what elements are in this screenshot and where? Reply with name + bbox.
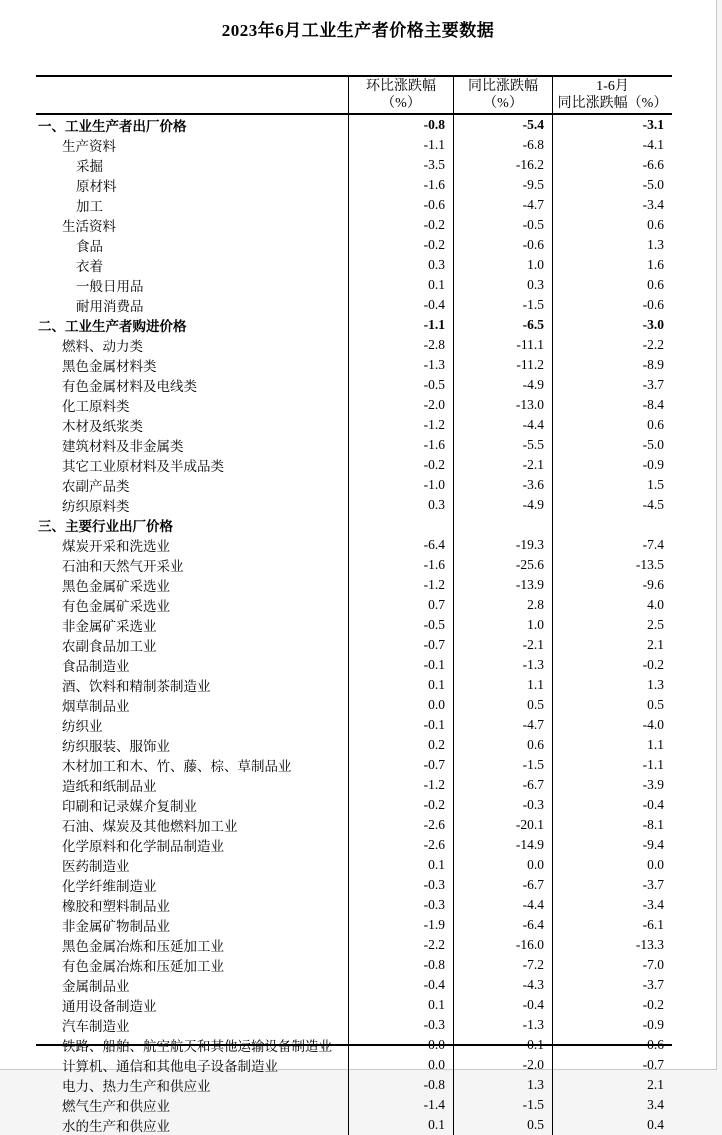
row-label: 造纸和纸制品业 — [62, 779, 157, 794]
yoy-value: -4.7 — [453, 195, 552, 215]
mom-value: -0.4 — [348, 295, 453, 315]
row-label: 黑色金属材料类 — [62, 359, 157, 374]
ytd-value: 0.5 — [552, 695, 672, 715]
table-row — [36, 1115, 672, 1135]
mom-value: -2.6 — [348, 835, 453, 855]
mom-value: 0.1 — [348, 995, 453, 1015]
table-row — [36, 475, 672, 495]
yoy-value: -0.5 — [453, 215, 552, 235]
mom-value: -1.6 — [348, 435, 453, 455]
yoy-value: -6.7 — [453, 775, 552, 795]
table-row — [36, 775, 672, 795]
mom-value: -1.2 — [348, 575, 453, 595]
yoy-value: -6.4 — [453, 915, 552, 935]
table-row — [36, 135, 672, 155]
row-label: 其它工业原材料及半成品类 — [62, 459, 224, 474]
row-label: 采掘 — [76, 159, 103, 174]
table-row — [36, 1055, 672, 1075]
yoy-value: -2.1 — [453, 635, 552, 655]
ytd-value: -6.6 — [552, 155, 672, 175]
mom-value: -0.8 — [348, 955, 453, 975]
row-label: 黑色金属矿采选业 — [62, 579, 170, 594]
ytd-value: -5.0 — [552, 435, 672, 455]
mom-value: -2.2 — [348, 935, 453, 955]
ytd-value: 3.4 — [552, 1095, 672, 1115]
row-label: 医药制造业 — [62, 859, 130, 874]
table-row — [36, 1035, 672, 1055]
yoy-value: -1.5 — [453, 295, 552, 315]
table-row — [36, 855, 672, 875]
row-label: 酒、饮料和精制茶制造业 — [62, 679, 211, 694]
table-row — [36, 115, 672, 135]
ytd-value: -4.1 — [552, 135, 672, 155]
table-row — [36, 695, 672, 715]
mom-value: -1.2 — [348, 415, 453, 435]
row-label: 石油、煤炭及其他燃料加工业 — [62, 819, 238, 834]
mom-value: -0.2 — [348, 235, 453, 255]
table-row — [36, 955, 672, 975]
yoy-value: -6.7 — [453, 875, 552, 895]
mom-value: -0.3 — [348, 1015, 453, 1035]
table-row — [36, 735, 672, 755]
ytd-value: -8.4 — [552, 395, 672, 415]
row-label: 非金属矿物制品业 — [62, 919, 170, 934]
mom-value: -0.4 — [348, 975, 453, 995]
yoy-value: 1.0 — [453, 255, 552, 275]
row-label: 加工 — [76, 199, 103, 214]
yoy-value: -0.6 — [453, 235, 552, 255]
yoy-value: -16.2 — [453, 155, 552, 175]
header-cell-yoy — [453, 77, 552, 113]
ytd-value: 0.0 — [552, 855, 672, 875]
table-row — [36, 935, 672, 955]
yoy-value: -14.9 — [453, 835, 552, 855]
mom-value: 0.0 — [348, 1055, 453, 1075]
table-row — [36, 595, 672, 615]
ytd-value: 1.3 — [552, 675, 672, 695]
ytd-value: -0.6 — [552, 295, 672, 315]
row-label: 生产资料 — [62, 139, 116, 154]
ytd-value: -3.0 — [552, 315, 672, 335]
mom-value: -2.0 — [348, 395, 453, 415]
row-label: 二、工业生产者购进价格 — [38, 319, 187, 334]
table-row — [36, 555, 672, 575]
row-label: 一、工业生产者出厂价格 — [38, 119, 187, 134]
mom-value: 0.2 — [348, 735, 453, 755]
table-row — [36, 975, 672, 995]
ytd-value: 0.6 — [552, 275, 672, 295]
row-label: 电力、热力生产和供应业 — [62, 1079, 211, 1094]
table-row — [36, 195, 672, 215]
ytd-value — [552, 515, 672, 535]
row-label: 铁路、船舶、航空航天和其他运输设备制造业 — [62, 1039, 332, 1054]
table-row — [36, 295, 672, 315]
row-label: 烟草制品业 — [62, 699, 130, 714]
ytd-value: 2.5 — [552, 615, 672, 635]
mom-value: -1.1 — [348, 315, 453, 335]
yoy-value: 2.8 — [453, 595, 552, 615]
row-label: 农副产品类 — [62, 479, 130, 494]
yoy-value: 0.3 — [453, 275, 552, 295]
table-row — [36, 335, 672, 355]
mom-value: -0.1 — [348, 715, 453, 735]
ytd-value: -0.2 — [552, 655, 672, 675]
row-label: 耐用消费品 — [76, 299, 144, 314]
row-label: 金属制品业 — [62, 979, 130, 994]
mom-value: -0.2 — [348, 215, 453, 235]
mom-value: -0.5 — [348, 615, 453, 635]
table-row — [36, 515, 672, 535]
mom-value: -0.6 — [348, 195, 453, 215]
row-label: 食品 — [76, 239, 103, 254]
row-label: 有色金属冶炼和压延加工业 — [62, 959, 224, 974]
table-row — [36, 175, 672, 195]
row-label: 纺织服装、服饰业 — [62, 739, 170, 754]
ytd-value: -0.2 — [552, 995, 672, 1015]
row-label: 一般日用品 — [76, 279, 144, 294]
yoy-value: -16.0 — [453, 935, 552, 955]
yoy-value: -2.0 — [453, 1055, 552, 1075]
header-cell-mom — [348, 77, 453, 113]
ytd-value: -7.0 — [552, 955, 672, 975]
header-cell-ytd — [552, 77, 672, 113]
mom-value: 0.1 — [348, 675, 453, 695]
mom-value: 0.7 — [348, 595, 453, 615]
yoy-value: -4.4 — [453, 415, 552, 435]
mom-value: 0.1 — [348, 275, 453, 295]
row-label: 木材加工和木、竹、藤、棕、草制品业 — [62, 759, 292, 774]
ytd-value: -5.0 — [552, 175, 672, 195]
row-label: 煤炭开采和洗选业 — [62, 539, 170, 554]
table-row — [36, 875, 672, 895]
table-row — [36, 635, 672, 655]
mom-value: -0.8 — [348, 115, 453, 135]
ytd-value: -2.2 — [552, 335, 672, 355]
yoy-value: 1.0 — [453, 615, 552, 635]
row-label: 燃气生产和供应业 — [62, 1099, 170, 1114]
mom-value: 0.1 — [348, 1115, 453, 1135]
mom-value: 0.0 — [348, 695, 453, 715]
yoy-value: 0.5 — [453, 1115, 552, 1135]
row-label: 橡胶和塑料制品业 — [62, 899, 170, 914]
header-mom-line1: 环比涨跌幅 — [366, 79, 436, 94]
ytd-value: 0.6 — [552, 415, 672, 435]
row-label: 原材料 — [76, 179, 117, 194]
yoy-value: -13.9 — [453, 575, 552, 595]
row-label: 食品制造业 — [62, 659, 130, 674]
yoy-value: -13.0 — [453, 395, 552, 415]
mom-value: -2.6 — [348, 815, 453, 835]
mom-value: -2.8 — [348, 335, 453, 355]
yoy-value: -4.4 — [453, 895, 552, 915]
ytd-value: -4.5 — [552, 495, 672, 515]
ytd-value: -3.4 — [552, 195, 672, 215]
yoy-value: -7.2 — [453, 955, 552, 975]
ytd-value: -0.7 — [552, 1055, 672, 1075]
ytd-value: 0.6 — [552, 1035, 672, 1055]
yoy-value: -4.9 — [453, 495, 552, 515]
mom-value: -0.1 — [348, 655, 453, 675]
row-label: 石油和天然气开采业 — [62, 559, 184, 574]
row-label: 非金属矿采选业 — [62, 619, 157, 634]
header-cell-empty — [36, 77, 348, 113]
row-label: 印刷和记录媒介复制业 — [62, 799, 197, 814]
ytd-value: -8.9 — [552, 355, 672, 375]
yoy-value: 0.5 — [453, 695, 552, 715]
header-ytd-line1: 1-6月 — [596, 79, 629, 94]
table-header-row — [36, 77, 672, 115]
ytd-value: 2.1 — [552, 1075, 672, 1095]
yoy-value: -1.5 — [453, 1095, 552, 1115]
table-body — [36, 115, 672, 1134]
yoy-value: -4.9 — [453, 375, 552, 395]
mom-value: -1.2 — [348, 775, 453, 795]
ytd-value: -3.9 — [552, 775, 672, 795]
yoy-value: -20.1 — [453, 815, 552, 835]
row-label: 建筑材料及非金属类 — [62, 439, 184, 454]
ytd-value: 1.5 — [552, 475, 672, 495]
ytd-value: -0.9 — [552, 455, 672, 475]
mom-value: -0.2 — [348, 795, 453, 815]
table-row — [36, 355, 672, 375]
yoy-value: -2.1 — [453, 455, 552, 475]
mom-value — [348, 515, 453, 535]
row-label: 生活资料 — [62, 219, 116, 234]
header-mom-line2: （%） — [381, 96, 421, 111]
row-label: 纺织原料类 — [62, 499, 130, 514]
yoy-value: -0.3 — [453, 795, 552, 815]
header-yoy-line1: 同比涨跌幅 — [468, 79, 538, 94]
table-row — [36, 715, 672, 735]
yoy-value: -6.8 — [453, 135, 552, 155]
yoy-value: 0.1 — [453, 1035, 552, 1055]
table-row — [36, 215, 672, 235]
ytd-value: -0.4 — [552, 795, 672, 815]
ytd-value: 1.3 — [552, 235, 672, 255]
ytd-value: -3.7 — [552, 375, 672, 395]
price-data-table — [36, 75, 672, 1134]
row-label: 计算机、通信和其他电子设备制造业 — [62, 1059, 278, 1074]
ytd-value: -13.5 — [552, 555, 672, 575]
ytd-value: 0.4 — [552, 1115, 672, 1135]
table-row — [36, 255, 672, 275]
table-row — [36, 575, 672, 595]
ytd-value: 1.6 — [552, 255, 672, 275]
table-row — [36, 535, 672, 555]
yoy-value: -9.5 — [453, 175, 552, 195]
yoy-value: -4.3 — [453, 975, 552, 995]
header-ytd-line2: 同比涨跌幅（%） — [557, 96, 668, 111]
table-row — [36, 435, 672, 455]
table-row — [36, 655, 672, 675]
mom-value: -0.3 — [348, 895, 453, 915]
ytd-value: -3.4 — [552, 895, 672, 915]
mom-value: 0.3 — [348, 255, 453, 275]
header-yoy-line2: （%） — [483, 96, 523, 111]
mom-value: -0.5 — [348, 375, 453, 395]
ytd-value: -3.7 — [552, 975, 672, 995]
yoy-value: 0.6 — [453, 735, 552, 755]
mom-value: -1.0 — [348, 475, 453, 495]
mom-value: -1.4 — [348, 1095, 453, 1115]
yoy-value: -19.3 — [453, 535, 552, 555]
mom-value: -0.7 — [348, 635, 453, 655]
table-row — [36, 375, 672, 395]
ytd-value: 1.1 — [552, 735, 672, 755]
yoy-value: -5.5 — [453, 435, 552, 455]
row-label: 纺织业 — [62, 719, 103, 734]
table-row — [36, 815, 672, 835]
yoy-value: -6.5 — [453, 315, 552, 335]
yoy-value: -1.5 — [453, 755, 552, 775]
mom-value: 0.0 — [348, 1035, 453, 1055]
mom-value: -0.3 — [348, 875, 453, 895]
table-row — [36, 275, 672, 295]
row-label: 化学原料和化学制品制造业 — [62, 839, 224, 854]
row-label: 汽车制造业 — [62, 1019, 130, 1034]
mom-value: -6.4 — [348, 535, 453, 555]
row-label: 有色金属材料及电线类 — [62, 379, 197, 394]
mom-value: -1.6 — [348, 555, 453, 575]
yoy-value: -4.7 — [453, 715, 552, 735]
table-row — [36, 915, 672, 935]
ytd-value: -7.4 — [552, 535, 672, 555]
table-row — [36, 795, 672, 815]
ytd-value: -9.4 — [552, 835, 672, 855]
mom-value: -3.5 — [348, 155, 453, 175]
ytd-value: -4.0 — [552, 715, 672, 735]
ytd-value: -3.7 — [552, 875, 672, 895]
row-label: 水的生产和供应业 — [62, 1119, 170, 1134]
table-row — [36, 415, 672, 435]
ytd-value: 2.1 — [552, 635, 672, 655]
yoy-value — [453, 515, 552, 535]
mom-value: -0.2 — [348, 455, 453, 475]
mom-value: 0.1 — [348, 855, 453, 875]
table-row — [36, 755, 672, 775]
row-label: 有色金属矿采选业 — [62, 599, 170, 614]
ytd-value: -9.6 — [552, 575, 672, 595]
yoy-value: -1.3 — [453, 655, 552, 675]
mom-value: 0.3 — [348, 495, 453, 515]
yoy-value: -25.6 — [453, 555, 552, 575]
yoy-value: -1.3 — [453, 1015, 552, 1035]
table-row — [36, 1015, 672, 1035]
yoy-value: 1.1 — [453, 675, 552, 695]
yoy-value: 0.0 — [453, 855, 552, 875]
yoy-value: -3.6 — [453, 475, 552, 495]
mom-value: -1.3 — [348, 355, 453, 375]
yoy-value: -0.4 — [453, 995, 552, 1015]
table-row — [36, 1095, 672, 1115]
mom-value: -0.7 — [348, 755, 453, 775]
row-label: 通用设备制造业 — [62, 999, 157, 1014]
yoy-value: -11.2 — [453, 355, 552, 375]
row-label: 木材及纸浆类 — [62, 419, 143, 434]
row-label: 化学纤维制造业 — [62, 879, 157, 894]
table-row — [36, 995, 672, 1015]
ytd-value: -0.9 — [552, 1015, 672, 1035]
row-label: 黑色金属冶炼和压延加工业 — [62, 939, 224, 954]
table-row — [36, 615, 672, 635]
yoy-value: 1.3 — [453, 1075, 552, 1095]
table-row — [36, 315, 672, 335]
ytd-value: -1.1 — [552, 755, 672, 775]
ytd-value: -6.1 — [552, 915, 672, 935]
mom-value: -1.9 — [348, 915, 453, 935]
yoy-value: -11.1 — [453, 335, 552, 355]
ytd-value: 4.0 — [552, 595, 672, 615]
row-label: 三、主要行业出厂价格 — [38, 519, 173, 534]
table-row — [36, 1075, 672, 1095]
row-label: 衣着 — [76, 259, 103, 274]
table-row — [36, 495, 672, 515]
table-row — [36, 895, 672, 915]
ytd-value: -3.1 — [552, 115, 672, 135]
table-row — [36, 395, 672, 415]
mom-value: -1.1 — [348, 135, 453, 155]
row-label: 燃料、动力类 — [62, 339, 143, 354]
table-row — [36, 455, 672, 475]
ytd-value: 0.6 — [552, 215, 672, 235]
yoy-value: -5.4 — [453, 115, 552, 135]
row-label: 农副食品加工业 — [62, 639, 157, 654]
page-title: 2023年6月工业生产者价格主要数据 — [221, 21, 495, 40]
table-row — [36, 675, 672, 695]
table-row — [36, 835, 672, 855]
table-row — [36, 235, 672, 255]
table-row — [36, 155, 672, 175]
ytd-value: -8.1 — [552, 815, 672, 835]
mom-value: -1.6 — [348, 175, 453, 195]
mom-value: -0.8 — [348, 1075, 453, 1095]
ytd-value: -13.3 — [552, 935, 672, 955]
row-label: 化工原料类 — [62, 399, 130, 414]
